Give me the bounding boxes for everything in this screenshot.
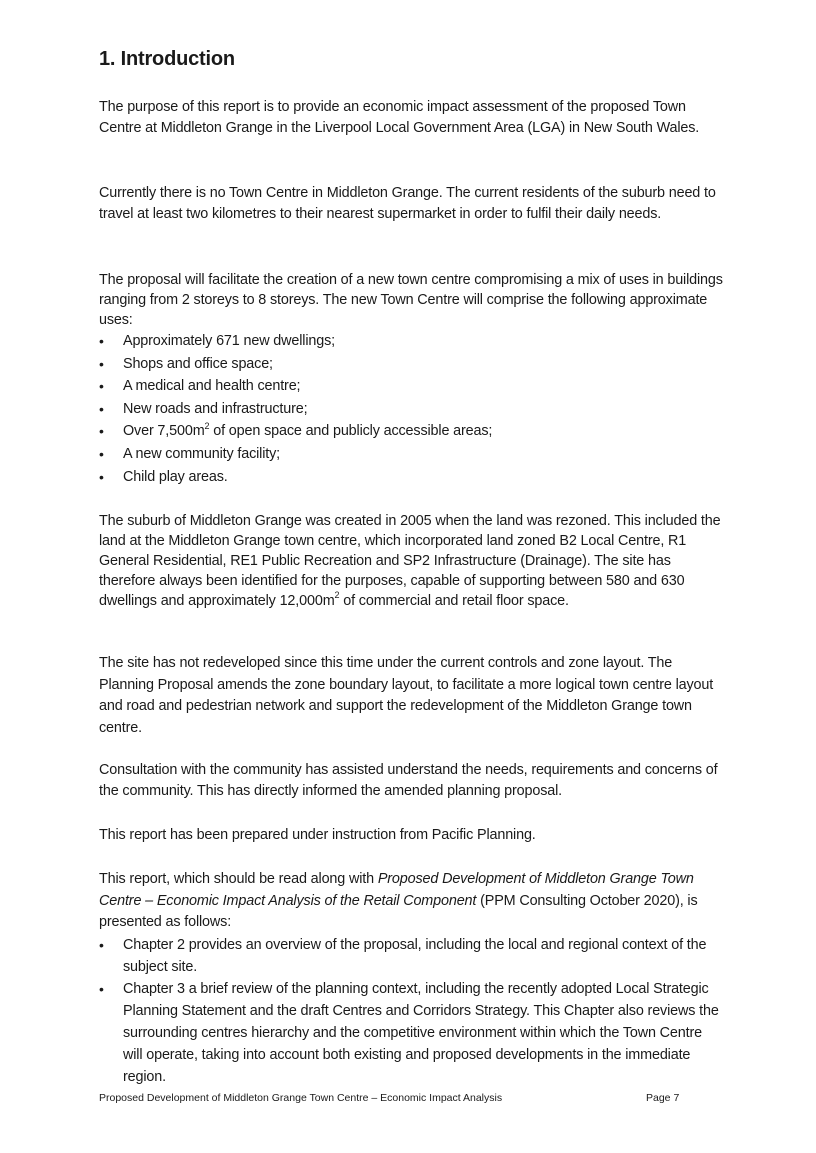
bullet-icon: • <box>99 936 104 953</box>
report-structure-intro: This report, which should be read along with Proposed Development of Middleton Grange Town Centre – Economic Impact Analysis of the Retail Component (PPM Consulting October 2020), is presented as follows: <box>99 871 698 930</box>
list-item: • Chapter 3 a brief review of the planning context, including the recently adopted Local Strategic Planning Statement and the draft Centres and Corridors Strategy. This Chapter also reviews the surrounding centres hierarchy and the competitive environment within which the Town Centre will operate, taking into account both existing and proposed developments in the immediate region. <box>99 978 723 1088</box>
bullet-icon: • <box>99 423 104 440</box>
paragraph-proposal-text: The proposal will facilitate the creation of a new town centre compromising a mix of uses in buildings ranging from 2 storeys to 8 storeys. The new Town Centre will comprise the following approximate uses: <box>99 272 723 328</box>
paragraph-consultation: Consultation with the community has assisted understand the needs, requirements and concerns of the community. This has directly informed the amended planning proposal. <box>99 762 718 799</box>
list-item: • Over $7,500m^2$ of open space and publicly accessible areas; <box>99 420 723 443</box>
paragraph-planning-proposal: The site has not redeveloped since this time under the current controls and zone layout. The Planning Proposal amends the zone boundary layout, to facilitate a more logical town centre layout and road and pedestrian network and support the redevelopment of the Middleton Grange town centre. <box>99 655 714 736</box>
list-item: • Approximately 671 new dwellings; <box>99 330 723 353</box>
list-item: • New roads and infrastructure; <box>99 398 723 421</box>
bullet-icon: • <box>99 445 104 462</box>
bullet-icon: • <box>99 378 104 395</box>
list-item: • A new community facility; <box>99 443 723 466</box>
paragraph-report-structure <box>99 869 723 1088</box>
paragraph-current-situation: Currently there is no Town Centre in Middleton Grange. The current residents of the suburb need to travel at least two kilometres to their nearest supermarket in order to fulfil their daily needs. <box>99 185 716 222</box>
bullet-icon: • <box>99 355 104 372</box>
footer-title: Proposed Development of Middleton Grange Town Centre – Economic Impact Analysis <box>99 1092 503 1104</box>
list-item: • Child play areas. <box>99 466 723 489</box>
paragraph-suburb-history: The suburb of Middleton Grange was created in 2005 when the land was rezoned. This included the land at the Middleton Grange town centre, which incorporated land zoned B2 Local Centre, R1 General Residential, RE1 Public Recreation and SP2 Infrastructure (Drainage). The site has therefore always been identified for the purposes, capable of supporting between 580 and 630 dwellings and approximately $12,000m^2$ of commercial and retail floor space. <box>99 513 721 609</box>
bullet-icon: • <box>99 980 104 997</box>
section-heading: 1. Introduction <box>99 48 235 70</box>
uses-list <box>99 330 723 488</box>
list-item: • Shops and office space; <box>99 353 723 376</box>
bullet-icon: • <box>99 468 104 485</box>
page-number: Page 7 <box>646 1092 680 1104</box>
paragraph-proposal <box>99 270 723 488</box>
bullet-icon: • <box>99 333 104 349</box>
bullet-icon: • <box>99 400 104 417</box>
paragraph-purpose: The purpose of this report is to provide an economic impact assessment of the proposed Town Centre at Middleton Grange in the Liverpool Local Government Area (LGA) in New South Wales. <box>99 99 700 136</box>
list-item: • Chapter 2 provides an overview of the proposal, including the local and regional context of the subject site. <box>99 934 723 978</box>
paragraph-instruction: This report has been prepared under instruction from Pacific Planning. <box>99 827 536 843</box>
list-item: • A medical and health centre; <box>99 375 723 398</box>
chapters-list <box>99 934 723 1088</box>
